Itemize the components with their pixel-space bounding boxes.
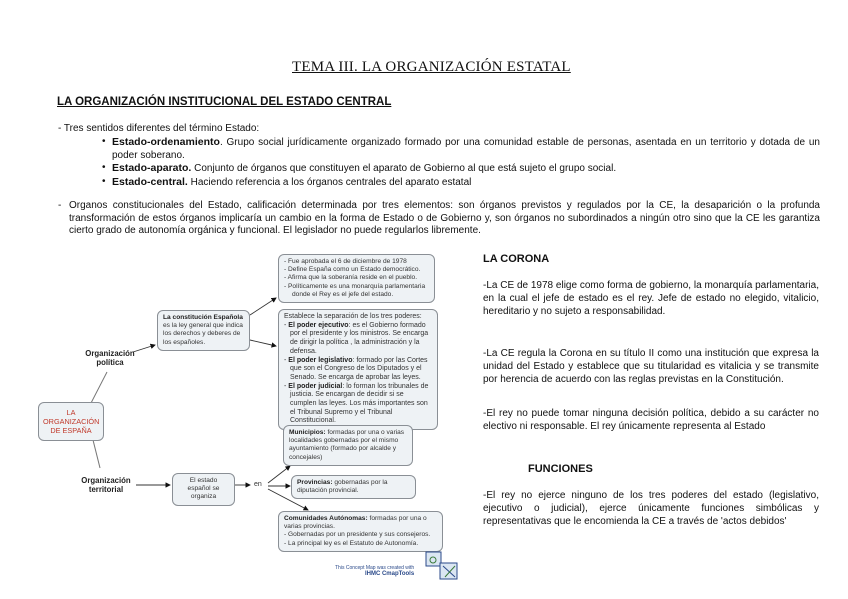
provincias-title: Provincias: (297, 479, 333, 486)
node-constitucion (157, 310, 250, 351)
intro-line: - Tres sentidos diferentes del término Estado: (58, 123, 260, 134)
node-municipios (283, 425, 413, 466)
fact-line: - Fue aprobada el 6 de diciembre de 1978 (284, 258, 407, 265)
label-en: en (254, 481, 262, 488)
poder-name: El poder legislativo (288, 356, 353, 364)
corona-paragraph-2: -La CE regula la Corona en su título II como una institución que expresa la unidad del Estado y establece que su titularidad es vitalicia y se transmite por herencia de acuerdo con las reglas previstas en la Constitución. (483, 348, 819, 385)
corona-paragraph-1: -La CE de 1978 elige como forma de gobierno, la monarquía parlamentaria, en la cual el jefe de estado es el rey. Jefe de estado no elegido, vitalicio, hereditario y no sujeto a responsabilidad. (483, 280, 819, 317)
organos-paragraph (58, 200, 820, 238)
document-title: TEMA III. LA ORGANIZACIÓN ESTATAL (292, 59, 571, 75)
ccaa-text: formadas por una o varias provincias. (284, 515, 427, 531)
term-definition: Haciendo referencia a los órganos centrales del aparato estatal (187, 176, 472, 188)
corona-paragraph-3: -El rey no puede tomar ninguna decisión política, debido a su carácter no electivo ni responsable. El rey únicamente representa al Estado (483, 408, 819, 432)
dash-marker: - (58, 200, 62, 211)
ccaa-line: - La principal ley es el Estatuto de Autonomía. (284, 539, 419, 547)
term-label: Estado-aparato. (112, 162, 192, 175)
section-heading: LA ORGANIZACIÓN INSTITUCIONAL DEL ESTADO CENTRAL (57, 96, 392, 108)
credit-brand: IHMC CmapTools (364, 571, 415, 577)
poderes-intro: Establece la separación de los tres poderes: (284, 313, 422, 320)
ccaa-line: - Gobernadas por un presidente y sus consejeros. (284, 531, 431, 539)
municipios-text: formadas por una o varias localidades gobernadas por el mismo ayuntamiento (formado por alcalde y concejales) (289, 429, 405, 461)
poder-text: : es el Gobierno formado por el presidente y los ministros. Se encarga de dirigir la política , la administración y la defensa. (290, 321, 429, 355)
estado-senses-list (102, 136, 820, 189)
poder-text: : lo forman los tribunales de justicia. Se encargan de decidir si se cumplen las leyes. Los más importantes son el Tribunal Supremo y el Tribunal Constitucional. (290, 382, 429, 425)
poder-name: El poder ejecutivo (288, 321, 349, 329)
poder-text: : formado por las Cortes que son el Congreso de los Diputados y el Senado. Se encarga de aprobar las leyes. (290, 356, 428, 381)
node-root-organizacion-espana: LA ORGANIZACIÓN DE ESPAÑA (38, 402, 104, 441)
cmaptools-credit (335, 565, 414, 577)
fact-line: - Define España como un Estado democrático. (284, 266, 421, 274)
term-label: Estado-ordenamiento (112, 136, 220, 148)
ccaa-title: Comunidades Autónomas: (284, 515, 368, 522)
node-estado-se-organiza: El estado español se organiza (172, 473, 235, 506)
poder-name: El poder judicial (288, 382, 343, 390)
municipios-title: Municipios: (289, 429, 326, 436)
corona-heading: LA CORONA (483, 253, 550, 265)
poder-judicial: - El poder judicial: lo forman los tribunales de justicia. Se encargan de decidir si se cumplen las leyes. Los más importantes son el Tribunal Supremo y el Tribunal Constitucional. (284, 382, 429, 425)
credit-line: This Concept Map was created with (335, 565, 415, 571)
constitucion-text: es la ley general que indica los derechos y deberes de los españoles. (163, 322, 243, 346)
label-organizacion-politica: Organización política (85, 349, 135, 367)
label-organizacion-territorial: Organización territorial (81, 476, 131, 494)
poder-legislativo: - El poder legislativo: formado por las Cortes que son el Congreso de los Diputados y el Senado. Se encarga de aprobar las leyes. (284, 356, 428, 381)
funciones-heading: FUNCIONES (528, 463, 593, 475)
cmaptools-logo-icon (425, 551, 459, 581)
term-definition: . Grupo social jurídicamente organizado formado por una comunidad estable de personas, asentada en un territorio y dotada de un poder soberano. (112, 137, 820, 161)
constitucion-title: La constitución Española (163, 314, 243, 321)
list-item (102, 136, 820, 162)
node-constitucion-facts (278, 254, 435, 303)
funciones-paragraph: -El rey no ejerce ninguno de los tres poderes del estado (legislativo, ejecutivo o judicial), ejerce únicamente funciones simbólicas y representativas que le encomienda la CE a través de 'actos debidos' (483, 490, 819, 527)
list-item (102, 176, 820, 190)
organos-text: Organos constitucionales del Estado, calificación determinada por tres elementos: son órganos previstos y regulados por la CE, la desaparición o la profunda transformación de estos órganos implicaría un cambio en la forma de Estado o de Gobierno y, son órganos no subordinados a ningún otro sino que la CE les garantiza cierto grado de autonomía orgánica y funcional. El legislador no puede regularlos libremente. (69, 200, 820, 236)
node-provincias (291, 475, 416, 499)
fact-line: - Afirma que la soberanía reside en el pueblo. (284, 274, 418, 282)
node-comunidades-autonomas (278, 511, 443, 552)
list-item (102, 162, 820, 176)
fact-line: - Políticamente es una monarquía parlamentaria (284, 282, 426, 290)
provincias-text: gobernadas por la diputación provincial. (297, 479, 388, 495)
fact-line: donde el Rey es el jefe del estado. (292, 290, 394, 298)
term-label: Estado-central. (112, 175, 188, 188)
node-tres-poderes (278, 309, 438, 430)
poder-ejecutivo: - El poder ejecutivo: es el Gobierno formado por el presidente y los ministros. Se encarga de dirigir la política , la administración y la defensa. (284, 321, 429, 355)
term-definition: Conjunto de órganos que constituyen el aparato de Gobierno al que está sujeto el grupo social. (191, 163, 617, 175)
